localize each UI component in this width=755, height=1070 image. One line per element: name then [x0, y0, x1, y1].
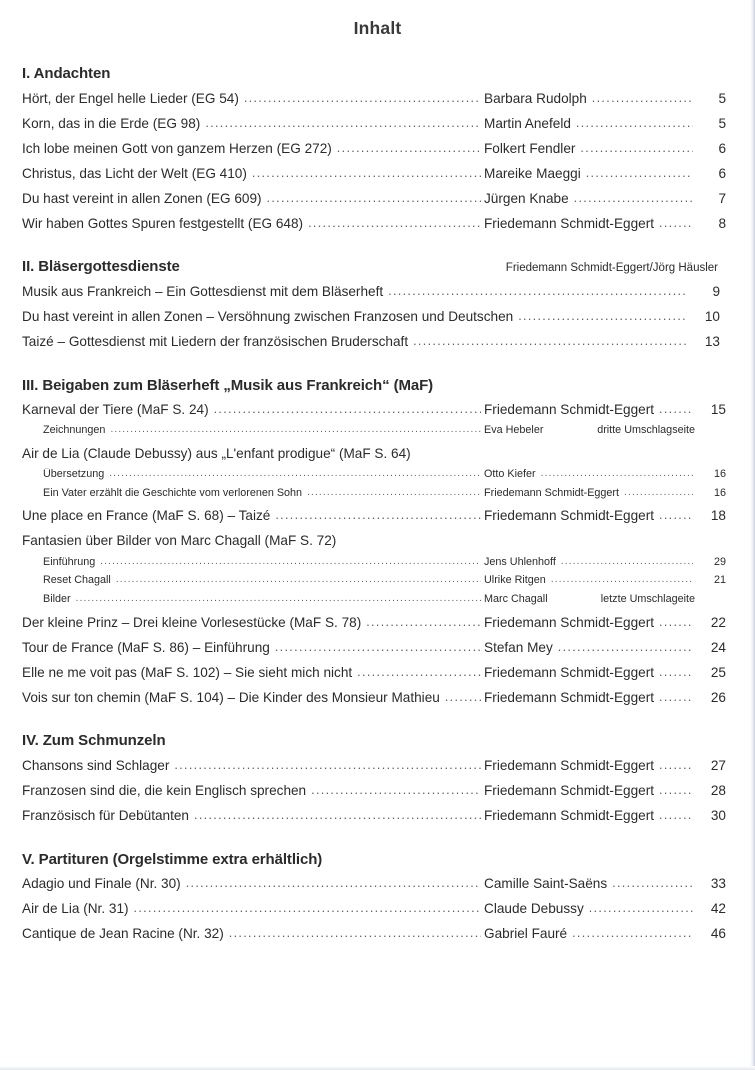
dot-leader	[100, 556, 481, 568]
entry-left	[22, 166, 484, 183]
entry-left	[43, 468, 484, 481]
entry-page-number: 6	[718, 140, 726, 156]
entry-left	[22, 926, 484, 943]
entry-author: Friedemann Schmidt-Eggert	[484, 782, 654, 798]
toc-entry[interactable]	[22, 309, 720, 326]
dot-leader	[589, 901, 693, 916]
entry-left	[22, 876, 484, 893]
page-title: Inhalt	[353, 18, 402, 38]
entry-left	[22, 640, 484, 657]
toc-entry[interactable]	[22, 402, 726, 419]
entry-title: Christus, das Licht der Welt (EG 410)	[22, 165, 247, 181]
entry-page-number: 18	[710, 508, 726, 524]
toc-entry[interactable]	[22, 140, 726, 158]
entry-author-block	[484, 783, 696, 800]
toc-entry[interactable]	[22, 808, 726, 825]
entry-left	[22, 116, 484, 133]
entry-page-number: 16	[713, 486, 726, 499]
entry-left	[22, 284, 690, 301]
toc-content	[0, 65, 755, 943]
dot-leader	[572, 926, 693, 941]
dot-leader	[413, 334, 687, 349]
entry-author: Jens Uhlenhoff	[484, 555, 556, 568]
dot-leader	[267, 191, 481, 206]
dot-leader	[624, 487, 693, 499]
entry-title: Du hast vereint in allen Zonen – Versöhnung zwischen Franzosen und Deutschen	[22, 309, 514, 325]
entry-page-number: 7	[718, 190, 726, 206]
entry-author-block	[484, 640, 696, 657]
toc-entry[interactable]	[22, 639, 726, 657]
entry-left	[22, 334, 690, 351]
entry-author: Mareike Maeggi	[484, 165, 581, 181]
entry-page-number: 22	[710, 614, 726, 630]
entry-author-block	[484, 191, 696, 208]
dot-leader	[586, 166, 693, 181]
entry-author: Friedemann Schmidt-Eggert	[484, 402, 654, 418]
entry-left	[22, 446, 484, 463]
entry-author: Friedemann Schmidt-Eggert	[484, 689, 654, 705]
entry-title: Einführung	[43, 555, 96, 568]
entry-author: Friedemann Schmidt-Eggert	[484, 215, 654, 231]
entry-author: Marc Chagall	[484, 592, 548, 605]
entry-title: Elle ne me voit pas (MaF S. 102) – Sie sieht mich nicht	[22, 664, 353, 680]
toc-entry[interactable]	[22, 215, 726, 233]
entry-page-number: 46	[710, 926, 726, 942]
dot-leader	[580, 141, 693, 156]
toc-section-schmunzeln	[22, 732, 726, 824]
toc-entry[interactable]	[22, 468, 741, 481]
dot-leader	[518, 309, 687, 324]
entry-author-block	[484, 901, 696, 918]
entry-title: Hört, der Engel helle Lieder (EG 54)	[22, 90, 239, 106]
dot-leader	[109, 468, 481, 480]
entry-note: dritte Umschlagseite	[597, 424, 695, 437]
entry-author: Friedemann Schmidt-Eggert	[484, 486, 620, 499]
section-header-row	[22, 732, 720, 749]
entry-left	[22, 402, 484, 419]
entry-left	[43, 593, 484, 606]
dot-leader	[659, 758, 693, 773]
dot-leader	[659, 615, 693, 630]
toc-entry[interactable]	[22, 664, 726, 682]
dot-leader	[205, 116, 481, 131]
entry-author: Martin Anefeld	[484, 115, 571, 131]
dot-leader	[186, 876, 481, 891]
entry-title: Wir haben Gottes Spuren festgestellt (EG 648)	[22, 215, 304, 231]
entry-author-block	[484, 808, 696, 825]
entry-author: Stefan Mey	[484, 639, 553, 655]
section-title: II. Bläsergottesdienste	[22, 258, 180, 276]
entry-page-number: 27	[710, 757, 726, 773]
toc-section-beigaben	[22, 376, 726, 707]
entry-title: Ich lobe meinen Gott von ganzem Herzen (EG 272)	[22, 140, 332, 156]
entry-title: Taizé – Gottesdienst mit Liedern der französischen Bruderschaft	[22, 334, 409, 350]
dot-leader	[659, 690, 693, 705]
entry-author: Friedemann Schmidt-Eggert	[484, 757, 654, 773]
entry-left	[43, 556, 484, 569]
entry-author-block	[484, 116, 696, 133]
dot-leader	[659, 808, 693, 823]
dot-leader	[659, 665, 693, 680]
entry-author-block	[484, 216, 696, 233]
dot-leader	[275, 508, 481, 523]
entry-author: Friedemann Schmidt-Eggert	[484, 614, 654, 630]
entry-author: Gabriel Fauré	[484, 926, 568, 942]
dot-leader	[76, 593, 481, 605]
entry-left	[22, 309, 690, 326]
dot-leader	[252, 166, 481, 181]
dot-leader	[558, 640, 693, 655]
entry-author-block	[484, 758, 696, 775]
entry-title: Vois sur ton chemin (MaF S. 104) – Die Kinder des Monsieur Mathieu	[22, 689, 440, 705]
entry-author-block	[484, 556, 696, 569]
entry-page-number: 8	[718, 215, 726, 231]
entry-left	[22, 216, 484, 233]
section-credit: Friedemann Schmidt-Eggert/Jörg Häusler	[505, 262, 718, 275]
entry-page-number: 29	[713, 555, 726, 568]
entry-page-number: 10	[704, 309, 720, 325]
toc-entry[interactable]	[22, 446, 720, 463]
entry-page-number: 28	[710, 782, 726, 798]
toc-entry[interactable]	[22, 115, 726, 133]
toc-entry[interactable]	[22, 284, 720, 301]
entry-left	[22, 533, 484, 550]
entry-page-number: 6	[718, 165, 726, 181]
entry-left	[22, 665, 484, 682]
entry-author-block	[484, 690, 696, 707]
dot-leader	[229, 926, 481, 941]
toc-entry[interactable]	[22, 926, 726, 943]
toc-entry[interactable]	[22, 574, 741, 587]
section-header-row	[22, 65, 720, 82]
toc-entry[interactable]	[22, 782, 726, 800]
entry-author: Friedemann Schmidt-Eggert	[484, 808, 654, 824]
entry-page-number: 25	[710, 664, 726, 680]
toc-entry[interactable]	[22, 334, 720, 351]
entry-title: Tour de France (MaF S. 86) – Einführung	[22, 639, 270, 655]
entry-page-number: 16	[713, 468, 726, 481]
toc-section-partituren	[22, 850, 726, 943]
entry-left	[22, 508, 484, 525]
entry-left	[22, 191, 484, 208]
toc-entry[interactable]	[22, 424, 741, 437]
section-title: I. Andachten	[22, 65, 111, 82]
entry-author-block	[484, 574, 696, 587]
entry-author: Friedemann Schmidt-Eggert	[484, 508, 654, 524]
entry-author: Barbara Rudolph	[484, 90, 587, 106]
dot-leader	[116, 574, 481, 586]
entry-title: Du hast vereint in allen Zonen (EG 609)	[22, 190, 262, 206]
entry-author-block	[484, 402, 696, 419]
dot-leader	[311, 783, 481, 798]
page-edge-shadow-bottom	[0, 1066, 755, 1070]
entry-page-number: 9	[712, 283, 720, 299]
dot-leader	[551, 574, 693, 586]
toc-section-andachten	[22, 65, 726, 232]
dot-leader	[445, 690, 481, 705]
entry-title: Zeichnungen	[43, 424, 106, 437]
dot-leader	[574, 191, 693, 206]
dot-leader	[357, 665, 481, 680]
entry-title: Karneval der Tiere (MaF S. 24)	[22, 402, 209, 418]
toc-entry[interactable]	[22, 556, 741, 569]
entry-page-number: 24	[710, 639, 726, 655]
entry-page-number: 13	[704, 334, 720, 350]
dot-leader	[244, 91, 481, 106]
dot-leader	[174, 758, 481, 773]
entry-author-block	[484, 91, 696, 108]
dot-leader	[307, 487, 481, 499]
dot-leader	[612, 876, 693, 891]
dot-leader	[308, 216, 481, 231]
entry-page-number: 30	[710, 808, 726, 824]
entry-page-number: 5	[718, 90, 726, 106]
entry-author-block	[484, 424, 696, 437]
dot-leader	[659, 783, 693, 798]
dot-leader	[194, 808, 481, 823]
toc-entry[interactable]	[22, 901, 726, 918]
entry-author: Otto Kiefer	[484, 468, 536, 481]
toc-entry[interactable]	[22, 533, 720, 550]
entry-left	[22, 758, 484, 775]
entry-title: Ein Vater erzählt die Geschichte vom verlorenen Sohn	[43, 486, 303, 499]
toc-entry[interactable]	[22, 593, 741, 606]
entry-author: Camille Saint-Saëns	[484, 876, 608, 892]
entry-left	[43, 487, 484, 500]
entry-author-block	[484, 141, 696, 158]
toc-entry[interactable]	[22, 689, 726, 707]
entry-author: Ulrike Ritgen	[484, 574, 546, 587]
entry-author: Jürgen Knabe	[484, 190, 569, 206]
entry-title: Bilder	[43, 592, 71, 605]
dot-leader	[366, 615, 481, 630]
entry-left	[43, 574, 484, 587]
dot-leader	[576, 116, 693, 131]
entry-author-block	[484, 468, 696, 481]
toc-entry[interactable]	[22, 614, 726, 632]
dot-leader	[659, 508, 693, 523]
section-header-row	[22, 851, 720, 868]
entry-page-number: 15	[710, 402, 726, 418]
entry-page-number: 42	[710, 901, 726, 917]
entry-title: Air de Lia (Nr. 31)	[22, 901, 129, 917]
section-title: V. Partituren (Orgelstimme extra erhältlich)	[22, 850, 323, 868]
toc-entry[interactable]	[22, 508, 726, 525]
entry-title: Franzosen sind die, die kein Englisch sprechen	[22, 782, 307, 798]
dot-leader	[561, 556, 693, 568]
entry-left	[22, 91, 484, 108]
dot-leader	[659, 402, 693, 417]
entry-title: Adagio und Finale (Nr. 30)	[22, 876, 181, 892]
entry-left	[22, 808, 484, 825]
toc-entry[interactable]	[22, 757, 726, 775]
entry-author-block	[484, 593, 696, 606]
entry-left	[22, 141, 484, 158]
entry-title: Air de Lia (Claude Debussy) aus „L'enfant prodigue“ (MaF S. 64)	[22, 445, 411, 461]
entry-left	[22, 690, 484, 707]
entry-title: Übersetzung	[43, 468, 105, 481]
entry-title: Fantasien über Bilder von Marc Chagall (MaF S. 72)	[22, 533, 337, 549]
section-title: III. Beigaben zum Bläserheft „Musik aus Frankreich“ (MaF)	[22, 376, 434, 394]
entry-title: Chansons sind Schlager	[22, 757, 170, 773]
section-header-row	[22, 258, 720, 275]
section-header-row	[22, 377, 720, 394]
dot-leader	[388, 284, 687, 299]
entry-left	[22, 783, 484, 800]
entry-left	[22, 901, 484, 918]
entry-author-block	[484, 876, 696, 893]
entry-page-number: 5	[718, 115, 726, 131]
entry-title: Französisch für Debütanten	[22, 808, 189, 824]
dot-leader	[541, 468, 693, 480]
entry-author-block	[484, 615, 696, 632]
dot-leader	[592, 91, 693, 106]
entry-left	[43, 424, 484, 437]
entry-author: Eva Hebeler	[484, 424, 544, 437]
entry-author: Claude Debussy	[484, 901, 584, 917]
entry-author-block	[484, 166, 696, 183]
entry-title: Musik aus Frankreich – Ein Gottesdienst mit dem Bläserheft	[22, 283, 384, 299]
entry-author: Friedemann Schmidt-Eggert	[484, 664, 654, 680]
entry-title: Reset Chagall	[43, 574, 111, 587]
dot-leader	[134, 901, 481, 916]
entry-title: Korn, das in die Erde (EG 98)	[22, 115, 201, 131]
toc-entry[interactable]	[22, 487, 741, 500]
entry-left	[22, 615, 484, 632]
entry-title: Der kleine Prinz – Drei kleine Vorlesestücke (MaF S. 78)	[22, 614, 362, 630]
entry-author-block	[484, 926, 696, 943]
entry-page-number: 26	[710, 689, 726, 705]
toc-entry[interactable]	[22, 90, 726, 108]
dot-leader	[110, 424, 481, 436]
entry-author: Folkert Fendler	[484, 140, 576, 156]
entry-title: Une place en France (MaF S. 68) – Taizé	[22, 508, 271, 524]
toc-entry[interactable]	[22, 190, 726, 208]
toc-section-blaesergottesdienste	[22, 258, 720, 350]
entry-author-block	[484, 487, 696, 500]
entry-title: Cantique de Jean Racine (Nr. 32)	[22, 926, 224, 942]
section-title: IV. Zum Schmunzeln	[22, 732, 166, 750]
dot-leader	[214, 402, 481, 417]
entry-note: letzte Umschlageite	[600, 592, 695, 605]
entry-author-block	[484, 665, 696, 682]
dot-leader	[337, 141, 481, 156]
dot-leader	[659, 216, 693, 231]
entry-page-number: 21	[713, 574, 726, 587]
toc-entry[interactable]	[22, 876, 726, 893]
entry-author-block	[484, 508, 696, 525]
entry-page-number: 33	[710, 876, 726, 892]
toc-entry[interactable]	[22, 165, 726, 183]
dot-leader	[275, 640, 481, 655]
